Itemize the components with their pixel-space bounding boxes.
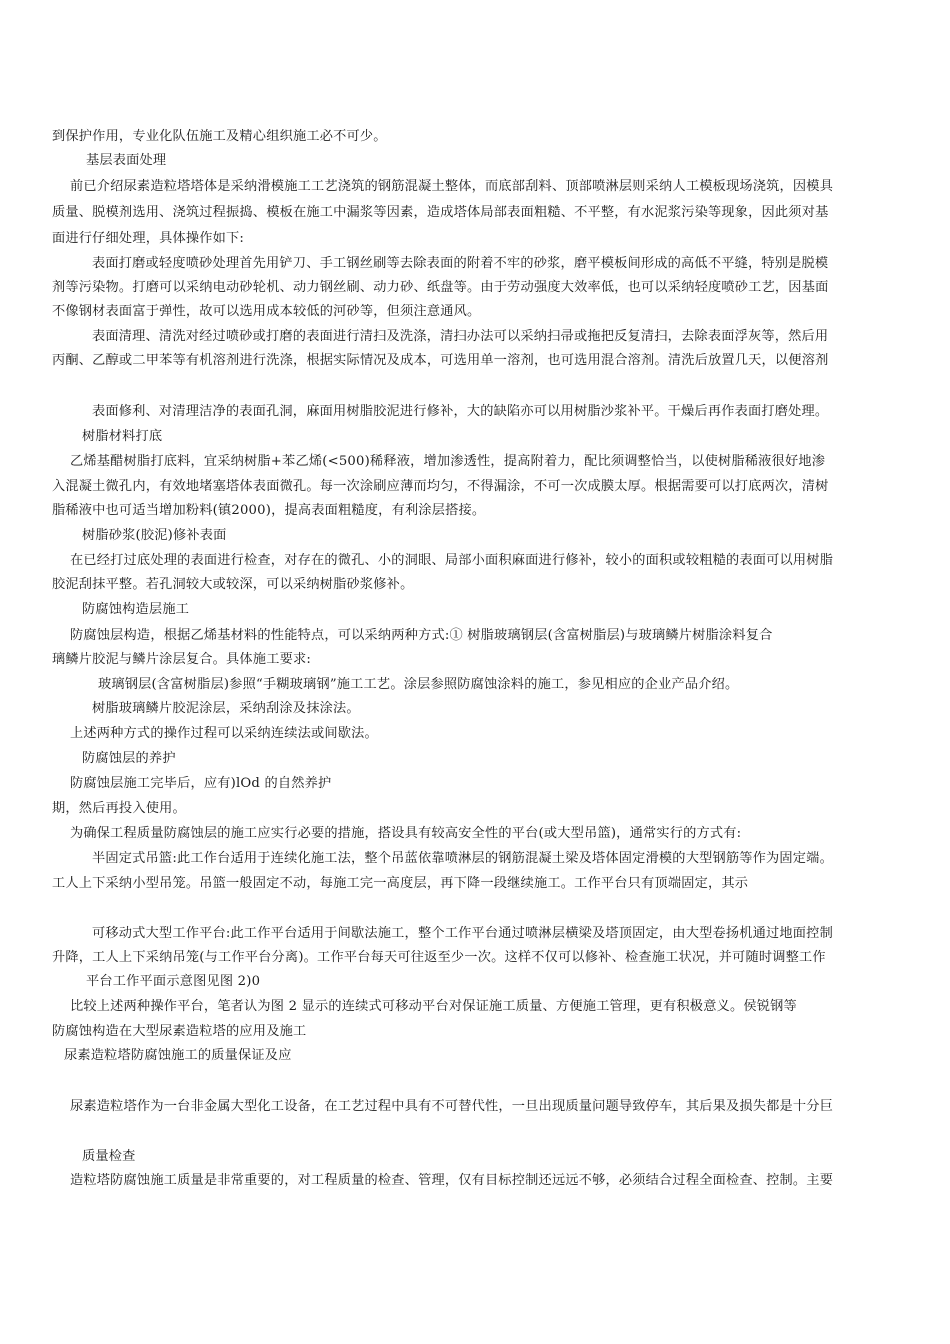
section-heading: 树脂砂浆(胶泥)修补表面 [82, 528, 227, 543]
text-line: 面进行仔细处理，具体操作如下: [52, 231, 245, 246]
text-line: 前已介绍尿素造粒塔塔体是采纳滑模施工工艺浇筑的钢筋混凝土整体，而底部刮料、顶部喷淋层则采纳人工模板现场浇筑，因模具 [70, 179, 834, 194]
text-line: 比较上述两种操作平台，笔者认为图 2 显示的连续式可移动平台对保证施工质量、方便施工管理，更有积极意义。侯锐钢等 [70, 999, 797, 1014]
text-line: 尿素造粒塔作为一台非金属大型化工设备，在工艺过程中具有不可替代性，一旦出现质量问题导致停车，其后果及损失都是十分巨 [70, 1099, 834, 1114]
section-heading: 防腐蚀层的养护 [82, 751, 176, 766]
text-line: 上述两种方式的操作过程可以采纳连续法或间歇法。 [70, 726, 378, 741]
text-line: 乙烯基醋树脂打底料，宜采纳树脂+苯乙烯(<500)稀释液，增加渗透性，提高附着力，配比须调整恰当，以使树脂稀液很好地渗 [70, 454, 826, 469]
text-line: 平台工作平面示意图见图 2)0 [86, 974, 261, 989]
section-heading: 树脂材料打底 [82, 429, 163, 444]
text-line: 尿素造粒塔防腐蚀施工的质量保证及应 [64, 1048, 292, 1063]
text-line: 升降，工人上下采纳吊笼(与工作平台分离)。工作平台每天可往返至少一次。这样不仅可以修补、检查施工状况，并可随时调整工作 [52, 950, 826, 965]
text-line: 可移动式大型工作平台:此工作平台适用于间歇法施工，整个工作平台通过喷淋层横梁及塔顶固定，由大型卷扬机通过地面控制 [92, 926, 833, 941]
text-line: 璃鳞片胶泥与鳞片涂层复合。具体施工要求: [52, 652, 312, 667]
section-heading: 质量检查 [82, 1149, 136, 1164]
text-line: 造粒塔防腐蚀施工质量是非常重要的，对工程质量的检查、管理，仅有目标控制还远远不够，必须结合过程全面检查、控制。主要 [70, 1173, 834, 1188]
text-line: 防腐蚀层施工完毕后，应有)lOd 的自然养护 [70, 776, 332, 791]
text-line: 防腐蚀层构造，根据乙烯基材料的性能特点，可以采纳两种方式:① 树脂玻璃钢层(含富树脂层)与玻璃鳞片树脂涂料复合 [70, 628, 773, 643]
section-heading: 防腐蚀构造层施工 [82, 602, 190, 617]
text-line: 入混凝土微孔内，有效地堵塞塔体表面微孔。每一次涂刷应薄而均匀，不得漏涂，不可一次成膜太厚。根据需要可以打底两次，清树 [52, 479, 829, 494]
text-line: 期，然后再投入使用。 [52, 801, 186, 816]
text-line: 胶泥刮抹平整。若孔洞较大或较深，可以采纳树脂砂浆修补。 [52, 577, 414, 592]
section-heading: 基层表面处理 [86, 153, 167, 168]
text-line: 工人上下采纳小型吊笼。吊篮一般固定不动，每施工完一高度层，再下降一段继续施工。工作平台只有顶端固定，其示 [52, 876, 749, 891]
text-line: 防腐蚀构造在大型尿素造粒塔的应用及施工 [52, 1024, 307, 1039]
text-line: 半固定式吊篮:此工作台适用于连续化施工法，整个吊蓝依靠喷淋层的钢筋混凝土梁及塔体固定滑模的大型钢筋等作为固定端。 [92, 851, 833, 866]
text-line: 不像钢材表面富于弹性，故可以选用成本较低的河砂等，但须注意通风。 [52, 304, 481, 319]
text-line: 脂稀液中也可适当增加粉料(镇2000)，提高表面粗糙度，有利涂层搭接。 [52, 503, 486, 518]
text-line: 剂等污染物。打磨可以采纳电动砂轮机、动力钢丝刷、动力砂、纸盘等。由于劳动强度大效率低，也可以采纳轻度喷砂工艺，因基面 [52, 280, 829, 295]
text-line: 表面修利、对清理洁净的表面孔洞，麻面用树脂胶泥进行修补，大的缺陷亦可以用树脂沙浆补平。干燥后再作表面打磨处理。 [92, 404, 829, 419]
text-line: 质量、脱模剂选用、浇筑过程振捣、模板在施工中漏浆等因素，造成塔体局部表面粗糙、不平整，有水泥浆污染等现象，因此须对基 [52, 205, 829, 220]
text-line: 在已经打过底处理的表面进行检查，对存在的微孔、小的洞眼、局部小面积麻面进行修补，较小的面积或较粗糙的表面可以用树脂 [70, 553, 834, 568]
text-line: 树脂玻璃鳞片胶泥涂层，采纳刮涂及抹涂法。 [92, 701, 360, 716]
text-line: 玻璃钢层(含富树脂层)参照“手糊玻璃钢”施工工艺。涂层参照防腐蚀涂料的施工，参见相应的企业产品介绍。 [98, 677, 739, 692]
text-line: 为确保工程质量防腐蚀层的施工应实行必要的措施，搭设具有较高安全性的平台(或大型吊篮)，通常实行的方式有: [70, 826, 742, 841]
text-line: 丙酮、乙醇或二甲苯等有机溶剂进行洗涤，根据实际情况及成本，可选用单一溶剂，也可选用混合溶剂。清洗后放置几天，以便溶剂 [52, 353, 829, 368]
text-line: 表面打磨或轻度喷砂处理首先用铲刀、手工钢丝刷等去除表面的附着不牢的砂浆，磨平模板间形成的高低不平缝，特别是脱模 [92, 256, 829, 271]
text-line: 表面清理、清洗对经过喷砂或打磨的表面进行清扫及洗涤，清扫办法可以采纳扫帚或拖把反复清扫，去除表面浮灰等，然后用 [92, 329, 829, 344]
text-line: 到保护作用，专业化队伍施工及精心组织施工必不可少。 [52, 129, 387, 144]
